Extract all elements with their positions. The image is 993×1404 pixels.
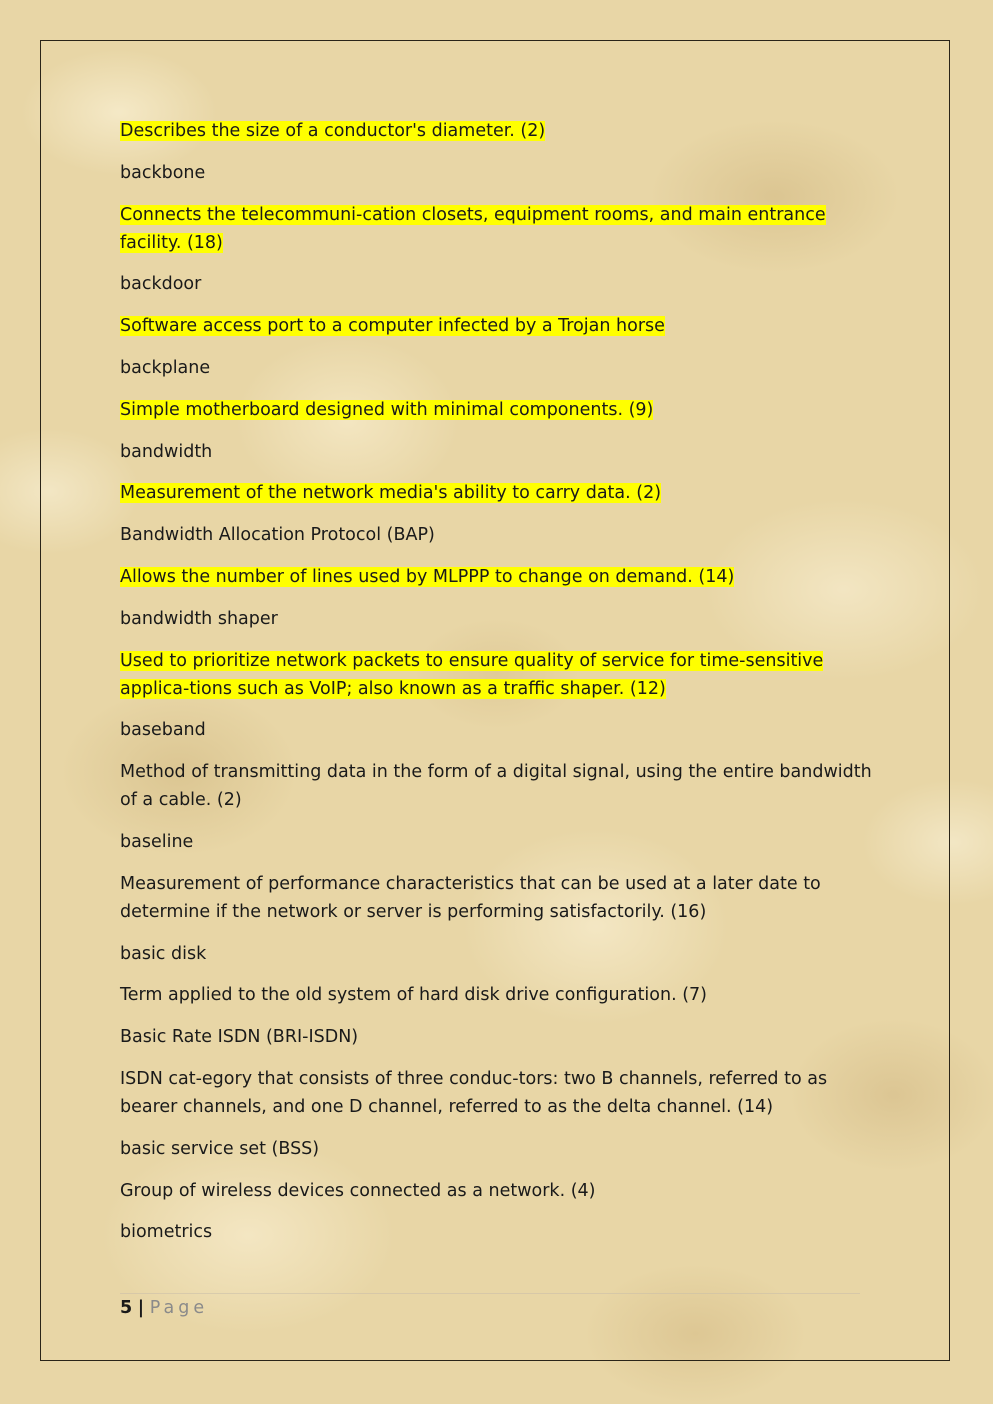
highlighted-definition xyxy=(120,117,880,145)
glossary-entry xyxy=(120,438,880,466)
glossary-entry xyxy=(120,1065,880,1121)
entry-text: Software access port to a computer infected by a Trojan horse xyxy=(120,316,665,337)
footer-divider xyxy=(120,1293,860,1294)
glossary-entry xyxy=(120,605,880,633)
entry-text: Bandwidth Allocation Protocol (BAP) xyxy=(120,525,435,546)
highlighted-definition xyxy=(120,201,880,257)
glossary-entry xyxy=(120,354,880,382)
glossary-entry xyxy=(120,1177,880,1205)
glossary-entry xyxy=(120,828,880,856)
entry-text: Group of wireless devices connected as a network. (4) xyxy=(120,1180,596,1201)
entry-text: baseband xyxy=(120,720,206,741)
glossary-entry xyxy=(120,870,880,926)
entry-text: backplane xyxy=(120,357,211,378)
highlighted-definition xyxy=(120,312,880,340)
entry-text: Allows the number of lines used by MLPPP to change on demand. (14) xyxy=(120,566,735,587)
entry-text: Method of transmitting data in the form of a digital signal, using the entire bandwidth of a cable. (2) xyxy=(120,762,872,811)
glossary-list xyxy=(120,117,880,1260)
entry-text: Simple motherboard designed with minimal components. (9) xyxy=(120,399,654,420)
glossary-entry xyxy=(120,1218,880,1246)
glossary-entry xyxy=(120,716,880,744)
entry-text: basic service set (BSS) xyxy=(120,1138,320,1159)
entry-text: basic disk xyxy=(120,943,207,964)
highlighted-definition xyxy=(120,396,880,424)
entry-text: baseline xyxy=(120,831,194,852)
entry-text: biometrics xyxy=(120,1222,213,1243)
entry-text: bandwidth shaper xyxy=(120,608,278,629)
entry-text: Describes the size of a conductor's diameter. (2) xyxy=(120,121,546,141)
highlighted-definition xyxy=(120,563,880,591)
glossary-entry xyxy=(120,981,880,1009)
glossary-entry xyxy=(120,270,880,298)
entry-text: Measurement of performance characteristics that can be used at a later date to determine if the network or server is performing satisfactorily. (16) xyxy=(120,873,821,922)
page-number: 5 xyxy=(120,1298,133,1318)
page-footer xyxy=(120,1297,208,1319)
entry-text: Connects the telecommuni-cation closets, equipment rooms, and main entrance facility. (18) xyxy=(120,204,826,253)
page-label: Page xyxy=(149,1298,209,1318)
glossary-entry xyxy=(120,1023,880,1051)
footer-separator: | xyxy=(137,1298,145,1318)
glossary-entry xyxy=(120,521,880,549)
glossary-entry xyxy=(120,940,880,968)
entry-text: Used to prioritize network packets to ensure quality of service for time-sensitive applica-tions such as VoIP; also known as a traffic shaper. (12) xyxy=(120,650,824,699)
entry-text: backbone xyxy=(120,162,206,183)
entry-text: bandwidth xyxy=(120,441,213,462)
entry-text: backdoor xyxy=(120,274,202,295)
highlighted-definition xyxy=(120,647,880,703)
glossary-entry xyxy=(120,758,880,814)
entry-text: Measurement of the network media's ability to carry data. (2) xyxy=(120,483,662,504)
entry-text: ISDN cat-egory that consists of three conduc-tors: two B channels, referred to as bearer channels, and one D channel, referred to as the delta channel. (14) xyxy=(120,1068,828,1117)
entry-text: Term applied to the old system of hard disk drive configuration. (7) xyxy=(120,985,708,1006)
entry-text: Basic Rate ISDN (BRI-ISDN) xyxy=(120,1027,359,1048)
highlighted-definition xyxy=(120,479,880,507)
glossary-entry xyxy=(120,1135,880,1163)
glossary-entry xyxy=(120,159,880,187)
